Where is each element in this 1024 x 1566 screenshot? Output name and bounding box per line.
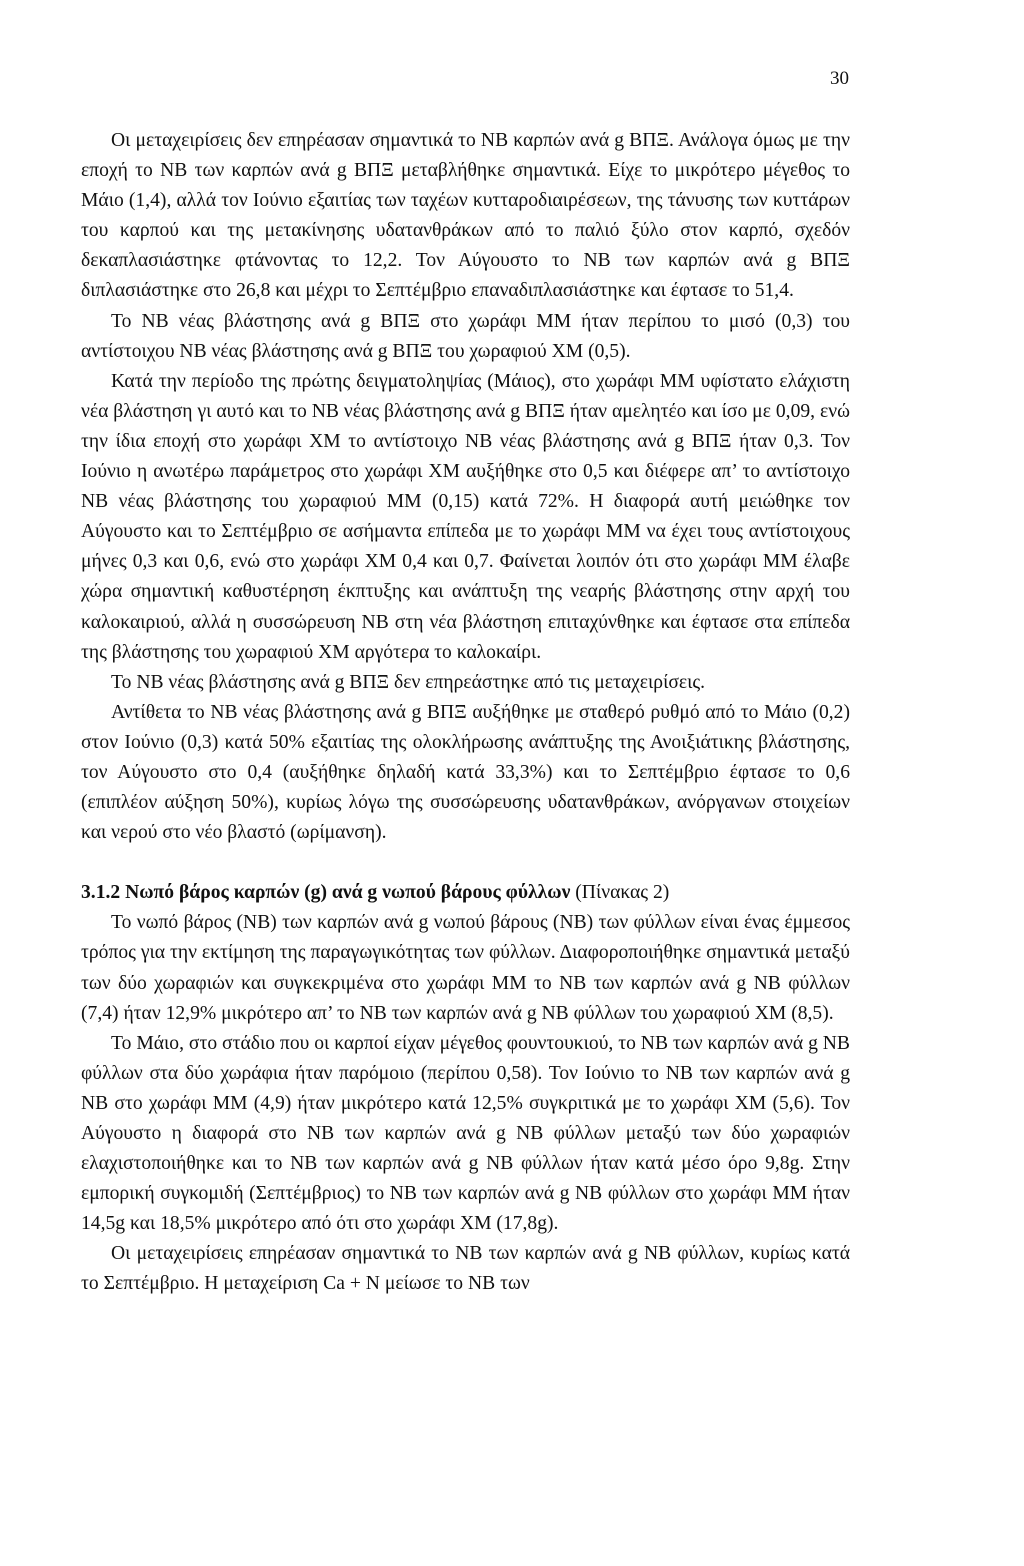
paragraph-fruit-per-leaf-intro: Το νωπό βάρος (ΝΒ) των καρπών ανά g νωπού βάρους (ΝΒ) των φύλλων είναι ένας έμμεσος τρόπος για την εκτίμηση της παραγωγικότητας των φύλλων. Διαφοροποιήθηκε σημαντικά μεταξύ των δύο χωραφιών και συγκεκριμένα στο χωράφι ΜΜ το ΝΒ των καρπών ανά g ΝΒ φύλλων (7,4) ήταν 12,9% μικρότερο απ’ το ΝΒ των καρπών ανά g ΝΒ φύλλων του χωραφιού ΧΜ (8,5). [81,912,850,1024]
section-heading [81,878,850,908]
paragraph-fruit-weight-per-wood: Οι μεταχειρίσεις δεν επηρέασαν σημαντικά το ΝΒ καρπών ανά g ΒΠΞ. Ανάλογα όμως με την εποχή το ΝΒ των καρπών ανά g ΒΠΞ μεταβλήθηκε σημαντικά. Είχε το μικρότερο μέγεθος το Μάιο (1,4), αλλά τον Ιούνιο εξαιτίας των ταχέων κυτταροδιαιρέσεων, της τάνυσης των κυττάρων του καρπού και της μετακίνησης υδατανθράκων από το παλιό ξύλο στον καρπό, σχεδόν δεκαπλασιάστηκε φτάνοντας το 12,2. Τον Αύγουστο το ΝΒ των καρπών ανά g ΒΠΞ διπλασιάστηκε στο 26,8 και μέχρι το Σεπτέμβριο επαναδιπλασιάστηκε και έφτασε το 51,4. [81,130,850,302]
paragraph-monthly-comparison: Το Μάιο, στο στάδιο που οι καρποί είχαν μέγεθος φουντουκιού, το ΝΒ των καρπών ανά g ΝΒ φύλλων στα δύο χωράφια ήταν παρόμοιο (περίπου 0,58). Τον Ιούνιο το ΝΒ των καρπών ανά g ΝΒ στο χωράφι ΜΜ (4,9) ήταν μικρότερο κατά 12,5% συγκριτικά με το χωράφι ΧΜ (5,6). Τον Αύγουστο η διαφορά στο ΝΒ των καρπών ανά g ΝΒ φύλλων μεταξύ των δύο χωραφιών ελαχιστοποιήθηκε και το ΝΒ των καρπών ανά g ΝΒ φύλλων ήταν κατά μέσο όρο 9,8g. Στην εμπορική συγκομιδή (Σεπτέμβριος) το ΝΒ των καρπών ανά g ΝΒ φύλλων στο χωράφι ΜΜ ήταν 14,5g και 18,5% μικρότερο από ότι στο χωράφι ΧΜ (17,8g). [81,1032,850,1235]
section-table-reference: (Πίνακας 2) [570,882,670,904]
page-number: 30 [830,68,849,89]
document-body [81,126,850,1300]
paragraph-new-growth-field-mm: Το ΝΒ νέας βλάστησης ανά g ΒΠΞ στο χωράφι ΜΜ ήταν περίπου το μισό (0,3) του αντίστοιχου ΝΒ νέας βλάστησης ανά g ΒΠΞ του χωραφιού ΧΜ (0,5). [81,310,850,362]
paragraph-treatments-no-effect: Το ΝΒ νέας βλάστησης ανά g ΒΠΞ δεν επηρεάστηκε από τις μεταχειρίσεις. [111,671,706,693]
paragraph-treatment-effect: Οι μεταχειρίσεις επηρέασαν σημαντικά το ΝΒ των καρπών ανά g ΝΒ φύλλων, κυρίως κατά το Σεπτέμβριο. Η μεταχείριση Ca + N μείωσε το ΝΒ των [81,1243,850,1295]
paragraph-sampling-period: Κατά την περίοδο της πρώτης δειγματοληψίας (Μάιος), στο χωράφι ΜΜ υφίστατο ελάχιστη νέα βλάστηση γι αυτό και το ΝΒ νέας βλάστησης ανά g ΒΠΞ ήταν αμελητέο και ίσο με 0,09, ενώ την ίδια εποχή στο χωράφι ΧΜ το αντίστοιχο ΝΒ νέας βλάστησης ανά g ΒΠΞ ήταν 0,3. Τον Ιούνιο η ανωτέρω παράμετρος στο χωράφι ΧΜ αυξήθηκε στο 0,5 και διέφερε απ’ το αντίστοιχο ΝΒ νέας βλάστησης του χωραφιού ΜΜ (0,15) κατά 72%. Η διαφορά αυτή μειώθηκε τον Αύγουστο και το Σεπτέμβριο σε ασήμαντα επίπεδα με το χωράφι ΜΜ να έχει τους αντίστοιχους μήνες 0,3 και 0,6, ενώ στο χωράφι ΧΜ 0,4 και 0,7. Φαίνεται λοιπόν ότι στο χωράφι ΜΜ έλαβε χώρα σημαντική καθυστέρηση έκπτυξης και ανάπτυξη της νεαρής βλάστησης στην αρχή του καλοκαιριού, αλλά η συσσώρευση ΝΒ στη νέα βλάστηση επιταχύνθηκε και έφτασε στα επίπεδα της βλάστησης του χωραφιού ΧΜ αργότερα το καλοκαίρι. [81,370,850,663]
section-title: 3.1.2 Νωπό βάρος καρπών (g) ανά g νωπού βάρους φύλλων [81,882,571,904]
paragraph-seasonal-increase: Αντίθετα το ΝΒ νέας βλάστησης ανά g ΒΠΞ αυξήθηκε με σταθερό ρυθμό από το Μάιο (0,2) στον Ιούνιο (0,3) κατά 50% εξαιτίας της ολοκλήρωσης ανάπτυξης της Ανοιξιάτικης βλάστησης, τον Αύγουστο στο 0,4 (αυξήθηκε δηλαδή κατά 33,3%) και το Σεπτέμβριο έφτασε το 0,6 (επιπλέον αύξηση 50%), κυρίως λόγω της συσσώρευσης υδατανθράκων, ανόργανων στοιχείων και νερού στο νέο βλαστό (ωρίμανση). [81,701,850,844]
